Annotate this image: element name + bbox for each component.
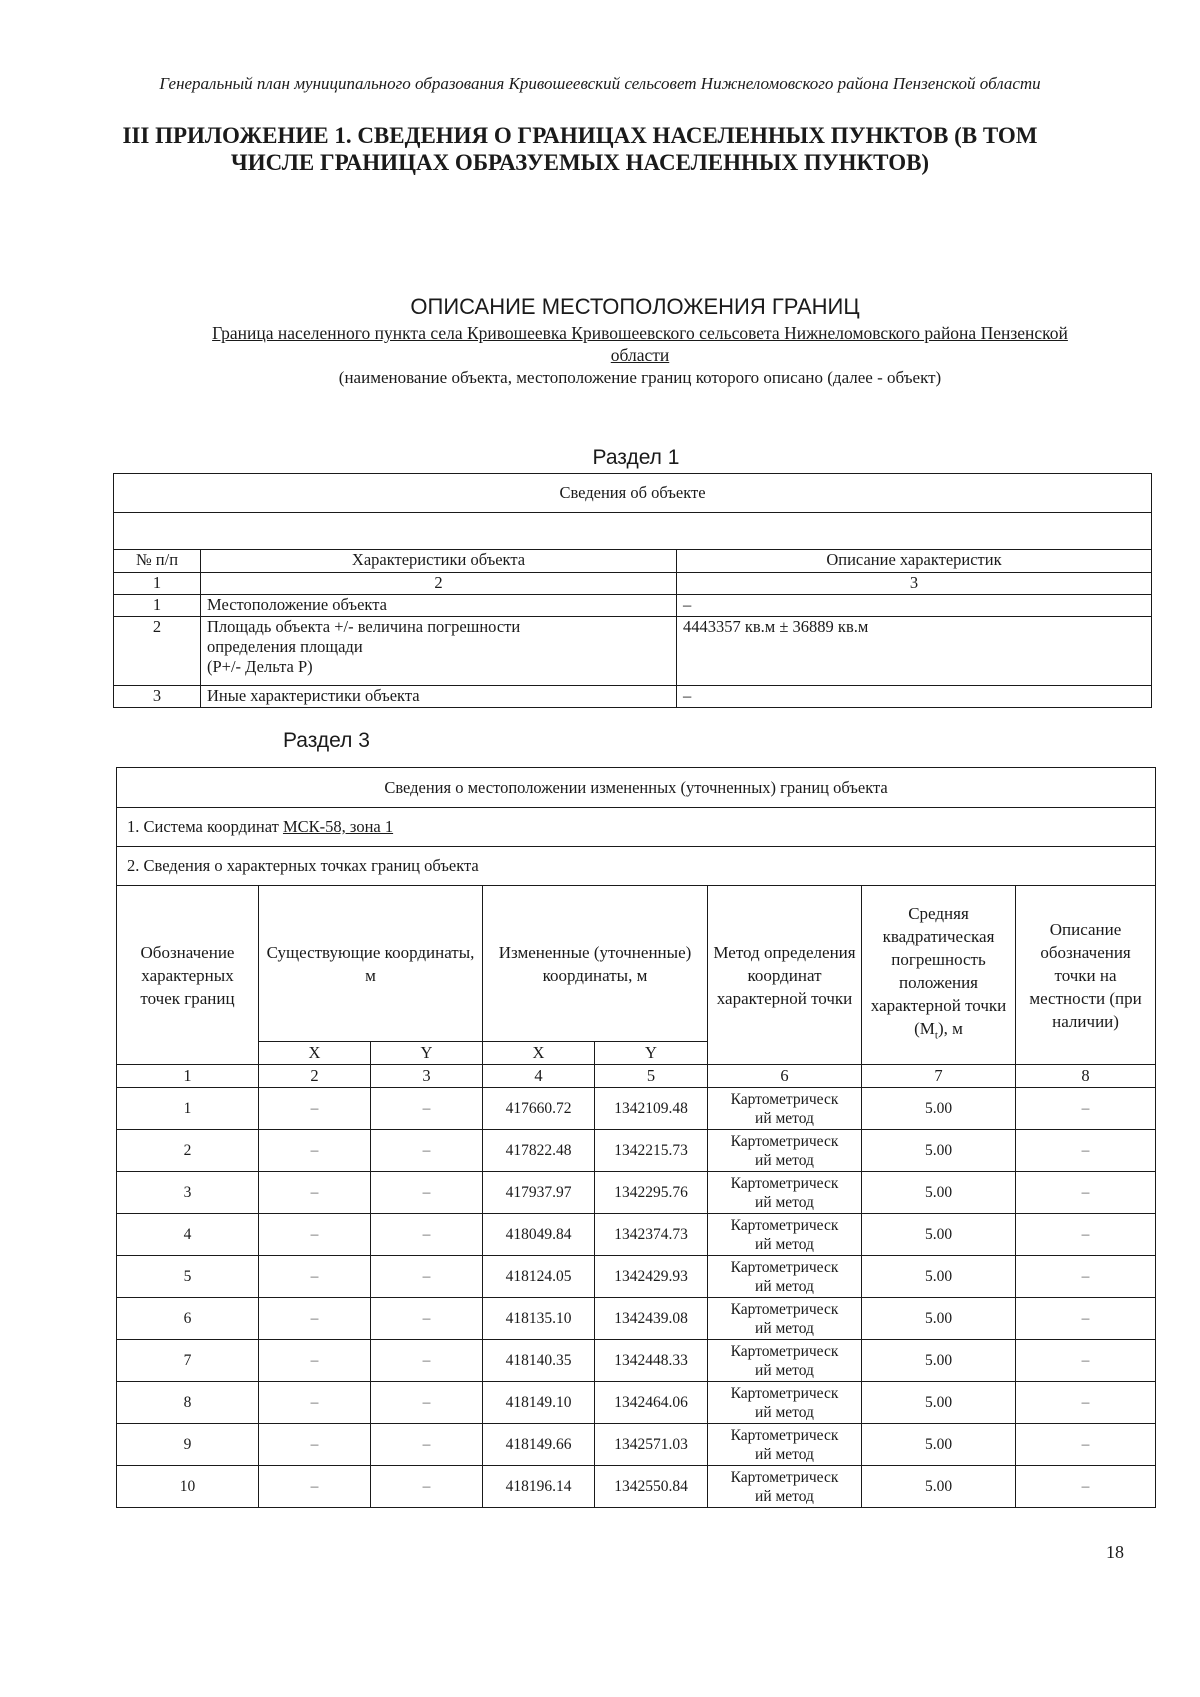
method	[708, 1130, 862, 1172]
description: –	[1016, 1340, 1156, 1382]
existing-y: –	[371, 1466, 483, 1508]
existing-y: –	[371, 1382, 483, 1424]
description: –	[1016, 1256, 1156, 1298]
method	[708, 1424, 862, 1466]
changed-y: 1342295.76	[595, 1172, 708, 1214]
table-row	[117, 1298, 1156, 1340]
row-desc: –	[677, 595, 1152, 617]
method-line: Картометрическ	[730, 1132, 839, 1150]
changed-y: 1342109.48	[595, 1088, 708, 1130]
table-row	[117, 1466, 1156, 1508]
existing-y: –	[371, 1340, 483, 1382]
object-name-line1: Граница населенного пункта села Кривошеевка Кривошеевского сельсовета Нижнеломовского района Пензенской	[212, 323, 1068, 343]
table-row	[117, 1340, 1156, 1382]
existing-y: –	[371, 1298, 483, 1340]
header-y: Y	[371, 1042, 483, 1065]
object-info-table	[113, 473, 1152, 708]
header-error-main: Средняя квадратическая погрешность положения характерной точки (M	[870, 904, 1007, 1039]
existing-x: –	[259, 1214, 371, 1256]
col-index: 1	[114, 573, 201, 595]
header-error-tail: ), м	[937, 1019, 963, 1039]
table-row	[114, 617, 1152, 686]
empty-row	[114, 513, 1152, 550]
method	[708, 1466, 862, 1508]
coord-system-value: МСК-58, зона 1	[282, 817, 394, 836]
point-id: 5	[117, 1256, 259, 1298]
col-number: 3	[371, 1065, 483, 1088]
error: 5.00	[862, 1382, 1016, 1424]
method	[708, 1340, 862, 1382]
col-number: 4	[483, 1065, 595, 1088]
description: –	[1016, 1130, 1156, 1172]
error: 5.00	[862, 1340, 1016, 1382]
header-x: X	[259, 1042, 371, 1065]
method-line: Картометрическ	[730, 1384, 839, 1402]
existing-x: –	[259, 1298, 371, 1340]
point-id: 7	[117, 1340, 259, 1382]
method-line: Картометрическ	[730, 1174, 839, 1192]
existing-x: –	[259, 1130, 371, 1172]
col-index: 3	[677, 573, 1152, 595]
changed-y: 1342215.73	[595, 1130, 708, 1172]
changed-x: 418196.14	[483, 1466, 595, 1508]
method	[708, 1382, 862, 1424]
point-id: 10	[117, 1466, 259, 1508]
changed-y: 1342448.33	[595, 1340, 708, 1382]
section1-label: Раздел 1	[592, 446, 680, 469]
existing-x: –	[259, 1466, 371, 1508]
method-line: ий метод	[755, 1235, 814, 1253]
method-line: Картометрическ	[730, 1300, 839, 1318]
changed-y: 1342374.73	[595, 1214, 708, 1256]
col-index: 2	[201, 573, 677, 595]
existing-y: –	[371, 1130, 483, 1172]
page-number: 18	[1106, 1542, 1124, 1562]
method-line: Картометрическ	[730, 1342, 839, 1360]
point-id: 9	[117, 1424, 259, 1466]
header-x: X	[483, 1042, 595, 1065]
changed-x: 418135.10	[483, 1298, 595, 1340]
changed-x: 417660.72	[483, 1088, 595, 1130]
error: 5.00	[862, 1172, 1016, 1214]
method-line: Картометрическ	[730, 1258, 839, 1276]
row-num: 1	[114, 595, 201, 617]
point-id: 1	[117, 1088, 259, 1130]
table-row	[117, 1256, 1156, 1298]
method	[708, 1172, 862, 1214]
col-number: 6	[708, 1065, 862, 1088]
method-line: Картометрическ	[730, 1468, 839, 1486]
method	[708, 1298, 862, 1340]
method-line: ий метод	[755, 1487, 814, 1505]
existing-x: –	[259, 1088, 371, 1130]
description: –	[1016, 1466, 1156, 1508]
points-title: 2. Сведения о характерных точках границ объекта	[117, 847, 1156, 886]
changed-y: 1342429.93	[595, 1256, 708, 1298]
coord-system-prefix: 1. Система координат	[127, 817, 283, 836]
point-id: 8	[117, 1382, 259, 1424]
row-char: Иные характеристики объекта	[201, 686, 677, 708]
point-id: 2	[117, 1130, 259, 1172]
coord-system	[117, 808, 1156, 847]
method-line: ий метод	[755, 1277, 814, 1295]
method-line: ий метод	[755, 1151, 814, 1169]
object-name-line2: области	[610, 345, 670, 365]
col-header-desc: Описание характеристик	[677, 550, 1152, 573]
changed-x: 417937.97	[483, 1172, 595, 1214]
changed-x: 418140.35	[483, 1340, 595, 1382]
method-line: ий метод	[755, 1361, 814, 1379]
existing-y: –	[371, 1214, 483, 1256]
point-id: 3	[117, 1172, 259, 1214]
section3-label: Раздел 3	[283, 729, 370, 752]
method-line: ий метод	[755, 1109, 814, 1127]
method-line: Картометрическ	[730, 1426, 839, 1444]
description: –	[1016, 1382, 1156, 1424]
table-row	[117, 1130, 1156, 1172]
description: –	[1016, 1424, 1156, 1466]
col-number: 7	[862, 1065, 1016, 1088]
changed-y: 1342464.06	[595, 1382, 708, 1424]
description: –	[1016, 1214, 1156, 1256]
existing-y: –	[371, 1256, 483, 1298]
table-row	[117, 1382, 1156, 1424]
existing-x: –	[259, 1340, 371, 1382]
header-changed: Измененные (уточненные) координаты, м	[483, 886, 708, 1042]
method	[708, 1214, 862, 1256]
row-num: 3	[114, 686, 201, 708]
description-title: ОПИСАНИЕ МЕСТОПОЛОЖЕНИЯ ГРАНИЦ	[410, 294, 860, 319]
existing-x: –	[259, 1256, 371, 1298]
changed-x: 417822.48	[483, 1130, 595, 1172]
row-char	[201, 617, 677, 686]
header-description: Описание обозначения точки на местности (при наличии)	[1016, 886, 1156, 1065]
changed-x: 418049.84	[483, 1214, 595, 1256]
header-designation: Обозначение характерных точек границ	[117, 886, 259, 1065]
appendix-title-line2: ЧИСЛЕ ГРАНИЦАХ ОБРАЗУЕМЫХ НАСЕЛЕННЫХ ПУНКТОВ)	[230, 150, 930, 175]
table-row	[117, 1088, 1156, 1130]
boundary-points-table	[116, 767, 1156, 1508]
row-desc: 4443357 кв.м ± 36889 кв.м	[677, 617, 1152, 686]
changed-y: 1342571.03	[595, 1424, 708, 1466]
col-number: 5	[595, 1065, 708, 1088]
running-header: Генеральный план муниципального образования Кривошеевский сельсовет Нижнеломовского района Пензенской области	[159, 74, 1041, 93]
changed-x: 418149.10	[483, 1382, 595, 1424]
existing-y: –	[371, 1088, 483, 1130]
section3-title: Сведения о местоположении измененных (уточненных) границ объекта	[117, 768, 1156, 808]
error: 5.00	[862, 1130, 1016, 1172]
object-info-title: Сведения об объекте	[114, 474, 1152, 513]
method	[708, 1088, 862, 1130]
col-header-char: Характеристики объекта	[201, 550, 677, 573]
existing-x: –	[259, 1382, 371, 1424]
row-char-line: определения площади	[207, 637, 363, 656]
method-line: ий метод	[755, 1319, 814, 1337]
appendix-title-line1: III ПРИЛОЖЕНИЕ 1. СВЕДЕНИЯ О ГРАНИЦАХ НАСЕЛЕННЫХ ПУНКТОВ (В ТОМ	[122, 123, 1038, 148]
method-line: ий метод	[755, 1193, 814, 1211]
existing-y: –	[371, 1172, 483, 1214]
row-char: Местоположение объекта	[201, 595, 677, 617]
object-hint: (наименование объекта, местоположение границ которого описано (далее - объект)	[338, 368, 942, 387]
header-y: Y	[595, 1042, 708, 1065]
existing-x: –	[259, 1424, 371, 1466]
error: 5.00	[862, 1424, 1016, 1466]
table-row	[117, 1172, 1156, 1214]
col-header-num: № п/п	[114, 550, 201, 573]
point-id: 4	[117, 1214, 259, 1256]
method-line: Картометрическ	[730, 1216, 839, 1234]
changed-x: 418124.05	[483, 1256, 595, 1298]
changed-y: 1342550.84	[595, 1466, 708, 1508]
header-method: Метод определения координат характерной точки	[708, 886, 862, 1065]
error: 5.00	[862, 1298, 1016, 1340]
method	[708, 1256, 862, 1298]
error: 5.00	[862, 1088, 1016, 1130]
error: 5.00	[862, 1256, 1016, 1298]
method-line: Картометрическ	[730, 1090, 839, 1108]
method-line: ий метод	[755, 1403, 814, 1421]
header-existing: Существующие координаты, м	[259, 886, 483, 1042]
col-number: 8	[1016, 1065, 1156, 1088]
header-error-sub: t	[934, 1029, 938, 1042]
table-row	[117, 1424, 1156, 1466]
point-id: 6	[117, 1298, 259, 1340]
table-row	[114, 595, 1152, 617]
table-row	[117, 1214, 1156, 1256]
changed-x: 418149.66	[483, 1424, 595, 1466]
table-row	[114, 686, 1152, 708]
row-char-line: (Р+/- Дельта Р)	[207, 657, 313, 676]
description: –	[1016, 1298, 1156, 1340]
col-number: 1	[117, 1065, 259, 1088]
row-desc: –	[677, 686, 1152, 708]
description: –	[1016, 1172, 1156, 1214]
description: –	[1016, 1088, 1156, 1130]
method-line: ий метод	[755, 1445, 814, 1463]
row-char-line: Площадь объекта +/- величина погрешности	[207, 617, 521, 636]
existing-x: –	[259, 1172, 371, 1214]
col-number: 2	[259, 1065, 371, 1088]
existing-y: –	[371, 1424, 483, 1466]
error: 5.00	[862, 1214, 1016, 1256]
error: 5.00	[862, 1466, 1016, 1508]
object-name	[140, 322, 1140, 366]
header-error	[862, 886, 1016, 1065]
row-num: 2	[114, 617, 201, 686]
appendix-title	[80, 122, 1080, 176]
changed-y: 1342439.08	[595, 1298, 708, 1340]
